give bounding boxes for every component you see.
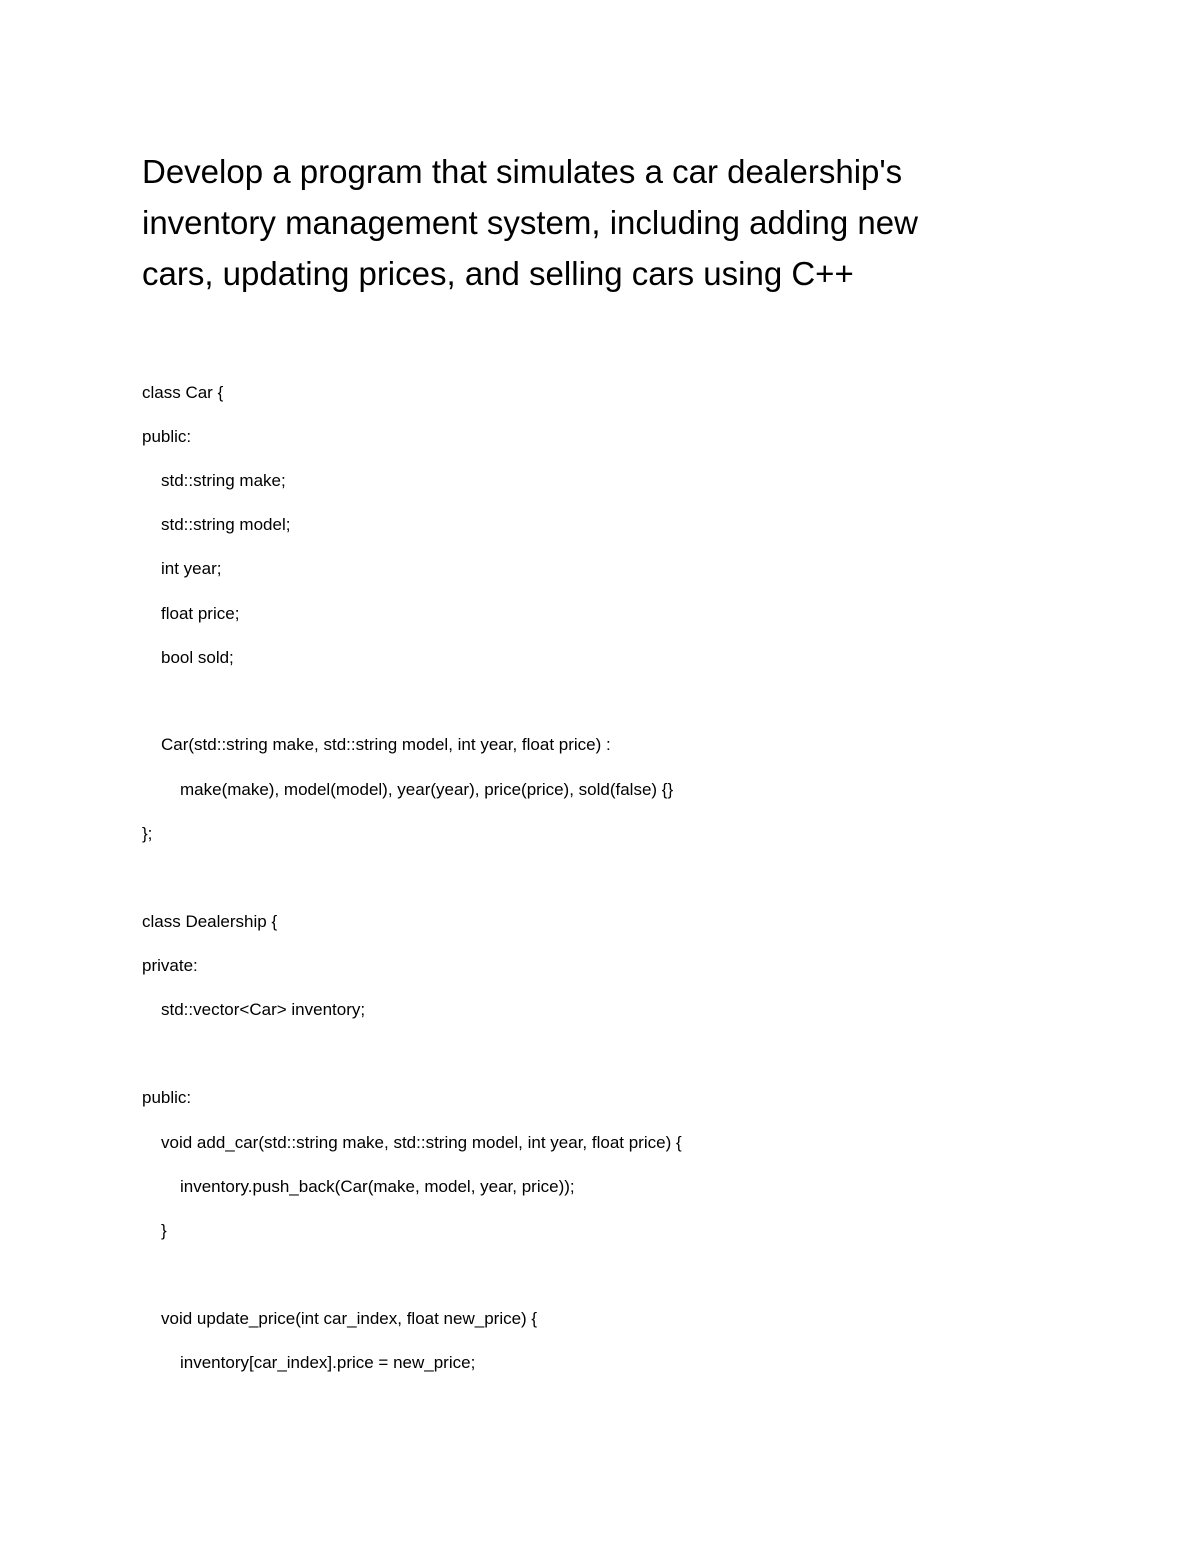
code-line: } (161, 1221, 167, 1240)
code-line: inventory.push_back(Car(make, model, year, price)); (180, 1177, 575, 1196)
code-line: class Dealership { (142, 912, 278, 931)
code-line: std::vector<Car> inventory; (161, 1000, 366, 1019)
title-line: Develop a program that simulates a car dealership's (142, 153, 903, 190)
code-line: }; (142, 824, 153, 843)
code-line: std::string model; (161, 515, 291, 534)
code-line: void update_price(int car_index, float new_price) { (161, 1309, 538, 1328)
title-line: inventory management system, including adding new (142, 204, 918, 241)
code-line: class Car { (142, 383, 224, 402)
code-line: int year; (161, 559, 222, 578)
code-line: Car(std::string make, std::string model, int year, float price) : (161, 735, 611, 754)
code-line: std::string make; (161, 471, 286, 490)
title-line: cars, updating prices, and selling cars using C++ (142, 255, 854, 292)
page-title (142, 146, 1042, 299)
code-line: public: (142, 1088, 192, 1107)
code-line: bool sold; (161, 648, 234, 667)
code-line: private: (142, 956, 198, 975)
code-line: make(make), model(model), year(year), price(price), sold(false) {} (180, 780, 674, 799)
code-line: inventory[car_index].price = new_price; (180, 1353, 476, 1372)
code-line: public: (142, 427, 192, 446)
code-line: float price; (161, 604, 240, 623)
code-line: void add_car(std::string make, std::string model, int year, float price) { (161, 1133, 682, 1152)
